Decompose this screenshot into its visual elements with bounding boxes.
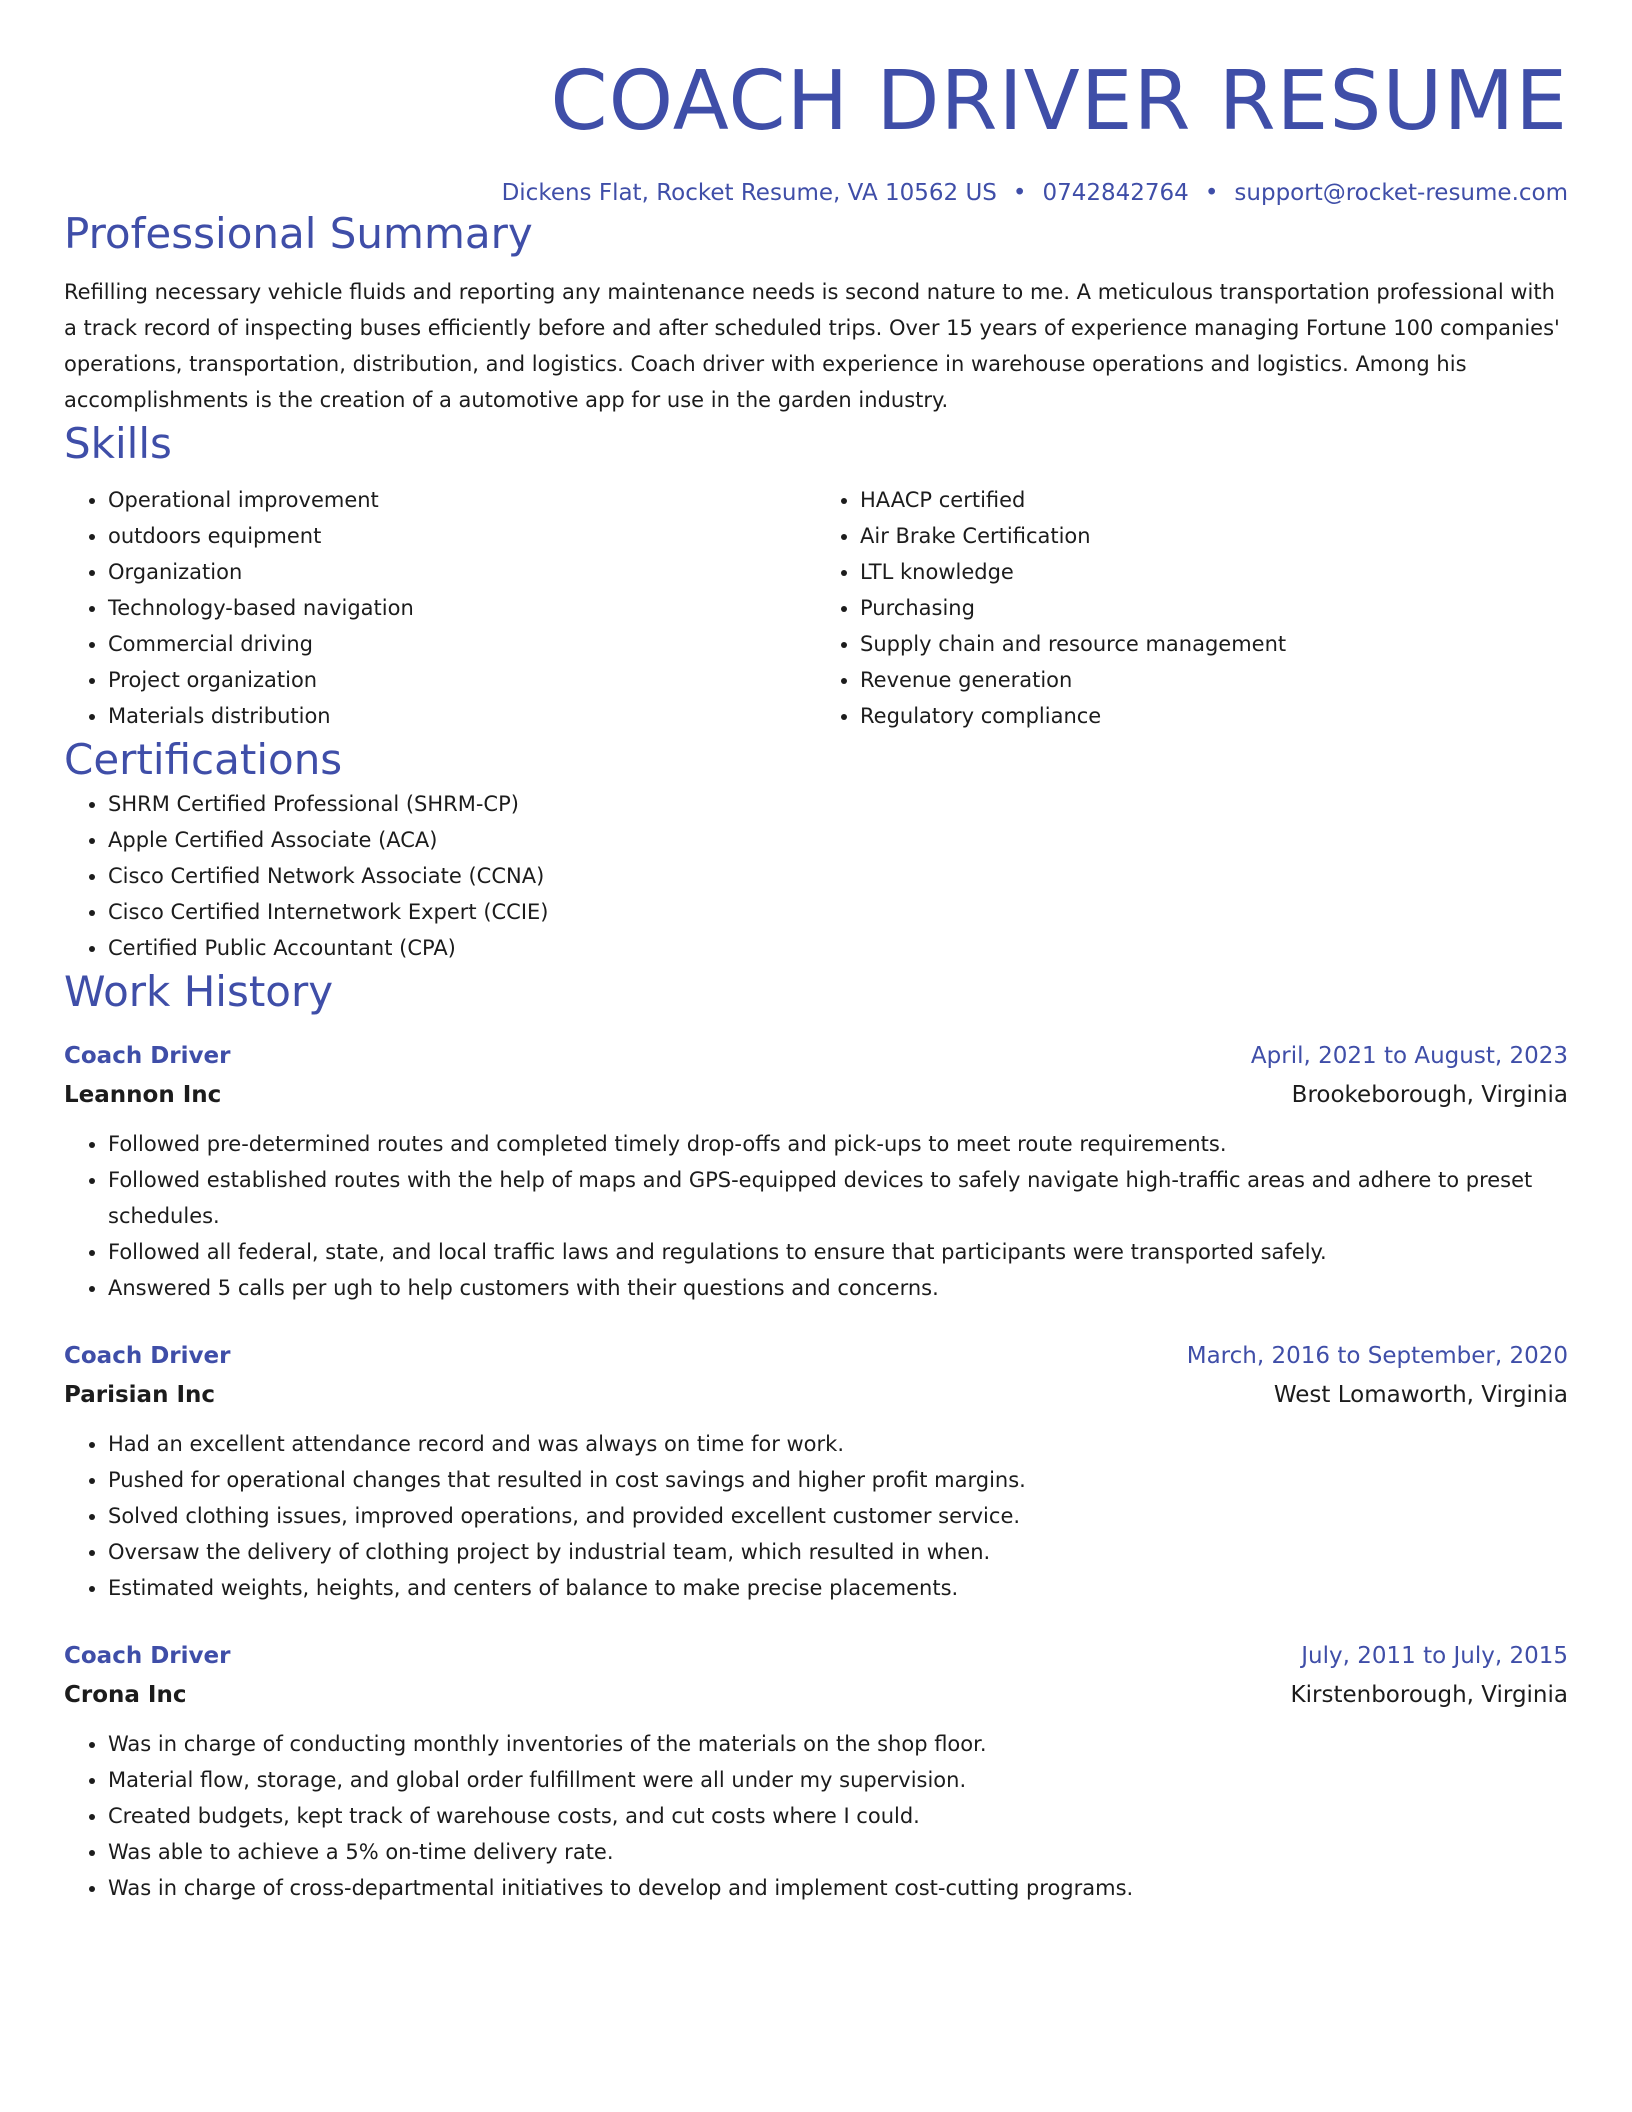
skill-item: • Revenue generation (860, 662, 1568, 698)
job-title: Coach Driver (64, 1043, 231, 1069)
contact-separator: • (1012, 180, 1027, 206)
certifications-list (64, 786, 1568, 966)
job-title: Coach Driver (64, 1343, 231, 1369)
contact-address: Dickens Flat, Rocket Resume, VA 10562 US (501, 180, 997, 206)
skills-list-right (816, 482, 1568, 734)
job-bullet: • Followed established routes with the help of maps and GPS-equipped devices to safely navigate high-traffic areas and adhere to preset schedules. (108, 1162, 1568, 1234)
skill-item: • Organization (108, 554, 816, 590)
contact-separator: • (1204, 180, 1219, 206)
certifications-heading: Certifications (64, 735, 343, 784)
job-entry (64, 1636, 1568, 1906)
job-header (64, 1036, 1568, 1076)
job-subheader (64, 1076, 1568, 1114)
skill-item: • Supply chain and resource management (860, 626, 1568, 662)
skill-item: • Air Brake Certification (860, 518, 1568, 554)
job-header (64, 1636, 1568, 1676)
job-bullet: • Was in charge of conducting monthly inventories of the materials on the shop floor. (108, 1726, 1568, 1762)
job-dates: July, 2011 to July, 2015 (1301, 1643, 1568, 1669)
skill-item: • Operational improvement (108, 482, 816, 518)
job-bullet: • Estimated weights, heights, and centers of balance to make precise placements. (108, 1570, 1568, 1606)
job-company: Leannon Inc (64, 1082, 222, 1108)
job-entry (64, 1036, 1568, 1306)
certification-item: • Cisco Certified Internetwork Expert (CCIE) (108, 894, 1568, 930)
certification-item: • Apple Certified Associate (ACA) (108, 822, 1568, 858)
job-bullet: • Oversaw the delivery of clothing project by industrial team, which resulted in when. (108, 1534, 1568, 1570)
skill-item: • LTL knowledge (860, 554, 1568, 590)
job-bullet: • Answered 5 calls per ugh to help customers with their questions and concerns. (108, 1270, 1568, 1306)
job-bullet: • Material flow, storage, and global order fulfillment were all under my supervision. (108, 1762, 1568, 1798)
resume-title: COACH DRIVER RESUME (550, 54, 1568, 149)
skills-columns (64, 482, 1568, 734)
job-bullet: • Followed all federal, state, and local traffic laws and regulations to ensure that participants were transported safely. (108, 1234, 1568, 1270)
job-dates: March, 2016 to September, 2020 (1186, 1343, 1568, 1369)
job-company: Crona Inc (64, 1682, 187, 1708)
contact-line (64, 178, 1568, 208)
job-location: Brookeborough, Virginia (1291, 1082, 1568, 1108)
skills-list-left (64, 482, 816, 734)
job-location: Kirstenborough, Virginia (1290, 1682, 1568, 1708)
summary-text: Refilling necessary vehicle fluids and reporting any maintenance needs is second nature to me. A meticulous transportation professional with a track record of inspecting buses efficiently before and after scheduled trips. Over 15 years of experience managing Fortune 100 companies' operations, transportation, distribution, and logistics. Coach driver with experience in warehouse operations and logistics. Among his accomplishments is the creation of a automotive app for use in the garden industry. (64, 280, 1560, 412)
job-bullet: • Was able to achieve a 5% on-time delivery rate. (108, 1834, 1568, 1870)
job-title: Coach Driver (64, 1643, 231, 1669)
job-bullets (64, 1126, 1568, 1306)
certification-item: • SHRM Certified Professional (SHRM-CP) (108, 786, 1568, 822)
contact-phone: 0742842764 (1042, 180, 1189, 206)
job-bullet: • Was in charge of cross-departmental initiatives to develop and implement cost-cutting programs. (108, 1870, 1568, 1906)
skill-item: • Commercial driving (108, 626, 816, 662)
skill-item: • Technology-based navigation (108, 590, 816, 626)
job-subheader (64, 1676, 1568, 1714)
skill-item: • Project organization (108, 662, 816, 698)
certification-item: • Certified Public Accountant (CPA) (108, 930, 1568, 966)
job-bullets (64, 1726, 1568, 1906)
job-company: Parisian Inc (64, 1382, 216, 1408)
skill-item: • Regulatory compliance (860, 698, 1568, 734)
contact-email: support@rocket-resume.com (1234, 180, 1568, 206)
skill-item: • Purchasing (860, 590, 1568, 626)
work-history-heading: Work History (64, 967, 334, 1016)
skill-item: • Materials distribution (108, 698, 816, 734)
job-bullet: • Created budgets, kept track of warehouse costs, and cut costs where I could. (108, 1798, 1568, 1834)
job-bullets (64, 1426, 1568, 1606)
skill-item: • outdoors equipment (108, 518, 816, 554)
skills-heading: Skills (64, 419, 172, 468)
job-bullet: • Had an excellent attendance record and was always on time for work. (108, 1426, 1568, 1462)
job-subheader (64, 1376, 1568, 1414)
job-header (64, 1336, 1568, 1376)
skill-item: • HAACP certified (860, 482, 1568, 518)
certification-item: • Cisco Certified Network Associate (CCNA) (108, 858, 1568, 894)
job-entry (64, 1336, 1568, 1606)
job-bullet: • Followed pre-determined routes and completed timely drop-offs and pick-ups to meet route requirements. (108, 1126, 1568, 1162)
job-bullet: • Solved clothing issues, improved operations, and provided excellent customer service. (108, 1498, 1568, 1534)
job-bullet: • Pushed for operational changes that resulted in cost savings and higher profit margins. (108, 1462, 1568, 1498)
job-dates: April, 2021 to August, 2023 (1250, 1043, 1568, 1069)
summary-heading: Professional Summary (64, 209, 533, 258)
job-location: West Lomaworth, Virginia (1273, 1382, 1568, 1408)
